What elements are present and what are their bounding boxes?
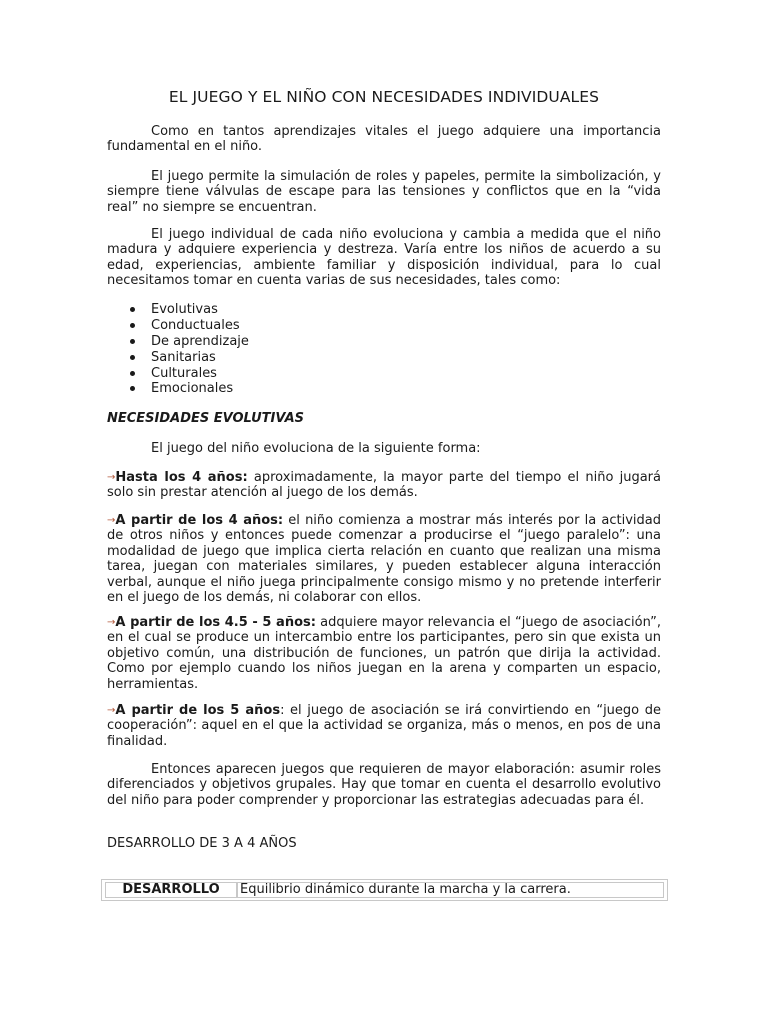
stage-text: : el juego de asociación se irá convirtiendo en “juego de cooperación”: aquel en el que la actividad se organiza, más o menos, en pos de una finalidad. (107, 703, 661, 749)
stage-text: aproximadamente, la mayor parte del tiempo el niño jugará solo sin prestar atención al juego de los demás. (107, 470, 661, 501)
needs-list (107, 302, 661, 397)
stage-paragraph (107, 703, 661, 749)
list-item (107, 302, 661, 318)
intro-paragraph: Como en tantos aprendizajes vitales el juego adquiere una importancia fundamental en el niño. (107, 124, 661, 155)
stage-paragraph (107, 470, 661, 501)
stage-label: Hasta los 4 años: (115, 470, 248, 485)
list-item-text: Emocionales (151, 381, 234, 397)
closing-paragraph: Entonces aparecen juegos que requieren de mayor elaboración: asumir roles diferenciados y objetivos grupales. Hay que tomar en cuenta el desarrollo evolutivo del niño para poder comprender y proporcionar las estrategias adecuadas para él. (107, 762, 661, 808)
list-item (107, 318, 661, 334)
table-header-cell: DESARROLLO (105, 882, 237, 898)
stage-label: A partir de los 5 años (115, 703, 281, 718)
list-item (107, 334, 661, 350)
page-title: EL JUEGO Y EL NIÑO CON NECESIDADES INDIVIDUALES (168, 88, 600, 106)
table-cell: Equilibrio dinámico durante la marcha y la carrera. (237, 882, 664, 898)
stage-paragraph (107, 513, 661, 605)
arrow-icon: → (107, 617, 116, 628)
stage-text: el niño comienza a mostrar más interés por la actividad de otros niños y entonces puede comenzar a producirse el “juego paralelo”: una modalidad de juego que implica cierta relación en cuanto que realizan una misma tarea, juegan con materiales similares, y pueden establecer alguna interacción verbal, aunque el niño juega principalmente consigo mismo y no pretende interferir en el juego de los demás, ni colaborar con ellos. (107, 513, 661, 606)
list-item-text: De aprendizaje (151, 333, 249, 349)
arrow-icon: → (107, 705, 116, 716)
stage-text: adquiere mayor relevancia el “juego de asociación”, en el cual se produce un intercambio entre los participantes, pero sin que exista un objetivo común, una distribución de funciones, un patrón que dirija la actividad. Como por ejemplo cuando los niños juegan en la arena y comparten un espacio, herramientas. (107, 615, 661, 692)
needs-paragraph: El juego individual de cada niño evoluciona y cambia a medida que el niño madura y adquiere experiencia y destreza. Varía entre los niños de acuerdo a su edad, experiencias, ambiente familiar y disposición individual, para lo cual necesitamos tomar en cuenta varias de sus necesidades, tales como: (107, 227, 661, 289)
bullet-icon (130, 323, 135, 328)
stage-label: A partir de los 4.5 - 5 años: (115, 615, 316, 630)
bullet-icon (130, 307, 135, 312)
arrow-icon: → (107, 515, 116, 526)
list-item (107, 366, 661, 382)
stage-paragraph (107, 615, 661, 692)
list-item-text: Conductuales (151, 317, 240, 333)
evolution-intro: El juego del niño evoluciona de la siguiente forma: (151, 441, 481, 456)
bullet-icon (130, 355, 135, 360)
bullet-icon (130, 386, 135, 391)
list-item-text: Evolutivas (151, 302, 218, 317)
roles-paragraph: El juego permite la simulación de roles y papeles, permite la simbolización, y siempre tiene válvulas de escape para las tensiones y conflictos que en la “vida real” no siempre se encuentran. (107, 169, 661, 215)
bullet-icon (130, 339, 135, 344)
bullet-icon (130, 371, 135, 376)
section-heading: NECESIDADES EVOLUTIVAS (107, 411, 304, 426)
list-item (107, 350, 661, 366)
list-item-text: Sanitarias (151, 349, 216, 365)
list-item (107, 381, 661, 397)
list-item-text: Culturales (151, 365, 217, 381)
arrow-icon: → (107, 472, 116, 483)
stage-label: A partir de los 4 años: (115, 513, 284, 528)
development-section-label: DESARROLLO DE 3 A 4 AÑOS (107, 836, 297, 851)
development-table (101, 879, 668, 901)
